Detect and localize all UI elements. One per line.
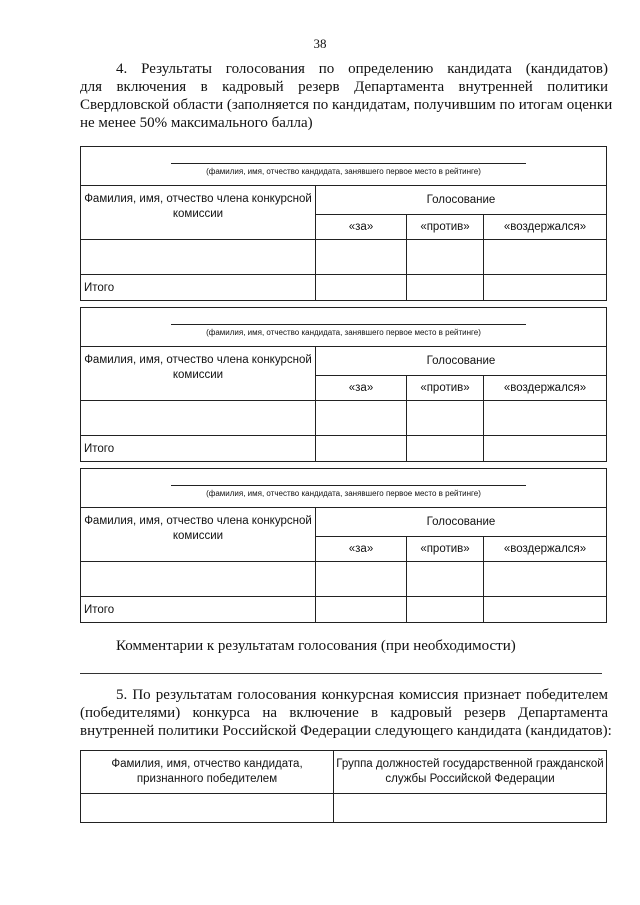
section-5-line: (победителями) конкурса на включение в кадровый резерв Департамента <box>80 705 608 721</box>
member-cell[interactable] <box>81 240 316 275</box>
col-for: «за» <box>316 376 407 401</box>
voting-header: Голосование <box>316 186 607 215</box>
section-5-line: внутренней политики Российской Федерации следующего кандидата (кандидатов): <box>80 723 612 739</box>
voting-table-3 <box>80 468 607 623</box>
voting-table-2 <box>80 307 607 462</box>
against-cell[interactable] <box>407 562 484 597</box>
col-against: «против» <box>407 537 484 562</box>
winner-name-header: Фамилия, имя, отчество кандидата, признанного победителем <box>81 751 334 794</box>
col-for: «за» <box>316 215 407 240</box>
candidate-caption: (фамилия, имя, отчество кандидата, занявшего первое место в рейтинге) <box>206 489 481 498</box>
candidate-caption: (фамилия, имя, отчество кандидата, занявшего первое место в рейтинге) <box>206 328 481 337</box>
candidate-name-cell[interactable] <box>81 469 607 508</box>
comments-label: Комментарии к результатам голосования (при необходимости) <box>116 638 516 654</box>
table-row <box>81 794 607 823</box>
candidate-name-cell[interactable] <box>81 308 607 347</box>
for-cell[interactable] <box>316 562 407 597</box>
page-number: 38 <box>313 36 327 51</box>
member-header: Фамилия, имя, отчество члена конкурсной комиссии <box>81 186 316 240</box>
col-for: «за» <box>316 537 407 562</box>
total-for-cell[interactable] <box>316 275 407 301</box>
total-against-cell[interactable] <box>407 597 484 623</box>
winner-name-cell[interactable] <box>81 794 334 823</box>
against-cell[interactable] <box>407 240 484 275</box>
total-abstain-cell[interactable] <box>484 436 607 462</box>
section-4-line: 4. Результаты голосования по определению кандидата (кандидатов) <box>116 61 608 77</box>
section-4-line: для включения в кадровый резерв Департамента внутренней политики <box>80 79 608 95</box>
table-row <box>81 401 607 436</box>
section-5-line: 5. По результатам голосования конкурсная комиссия признает победителем <box>116 687 608 703</box>
for-cell[interactable] <box>316 240 407 275</box>
total-for-cell[interactable] <box>316 436 407 462</box>
total-label: Итого <box>81 597 316 623</box>
total-abstain-cell[interactable] <box>484 597 607 623</box>
member-header: Фамилия, имя, отчество члена конкурсной комиссии <box>81 508 316 562</box>
total-against-cell[interactable] <box>407 436 484 462</box>
table-row <box>81 562 607 597</box>
section-4-line: Свердловской области (заполняется по кандидатам, получившим по итогам оценки <box>80 97 613 113</box>
comments-input-line[interactable] <box>80 673 602 674</box>
member-cell[interactable] <box>81 562 316 597</box>
position-group-cell[interactable] <box>334 794 607 823</box>
section-4-line: не менее 50% максимального балла) <box>80 115 313 131</box>
col-abstain: «воздержался» <box>484 376 607 401</box>
voting-table-1 <box>80 146 607 301</box>
col-against: «против» <box>407 215 484 240</box>
candidate-name-cell[interactable] <box>81 147 607 186</box>
total-label: Итого <box>81 436 316 462</box>
against-cell[interactable] <box>407 401 484 436</box>
total-against-cell[interactable] <box>407 275 484 301</box>
candidate-caption: (фамилия, имя, отчество кандидата, занявшего первое место в рейтинге) <box>206 167 481 176</box>
section-5-paragraph <box>80 686 612 740</box>
abstain-cell[interactable] <box>484 401 607 436</box>
voting-header: Голосование <box>316 347 607 376</box>
total-label: Итого <box>81 275 316 301</box>
col-abstain: «воздержался» <box>484 215 607 240</box>
member-header: Фамилия, имя, отчество члена конкурсной комиссии <box>81 347 316 401</box>
col-against: «против» <box>407 376 484 401</box>
for-cell[interactable] <box>316 401 407 436</box>
abstain-cell[interactable] <box>484 240 607 275</box>
table-row <box>81 240 607 275</box>
member-cell[interactable] <box>81 401 316 436</box>
total-abstain-cell[interactable] <box>484 275 607 301</box>
voting-header: Голосование <box>316 508 607 537</box>
abstain-cell[interactable] <box>484 562 607 597</box>
position-group-header: Группа должностей государственной гражданской службы Российской Федерации <box>334 751 607 794</box>
section-4-paragraph <box>80 60 613 132</box>
total-for-cell[interactable] <box>316 597 407 623</box>
winner-table <box>80 750 607 823</box>
col-abstain: «воздержался» <box>484 537 607 562</box>
